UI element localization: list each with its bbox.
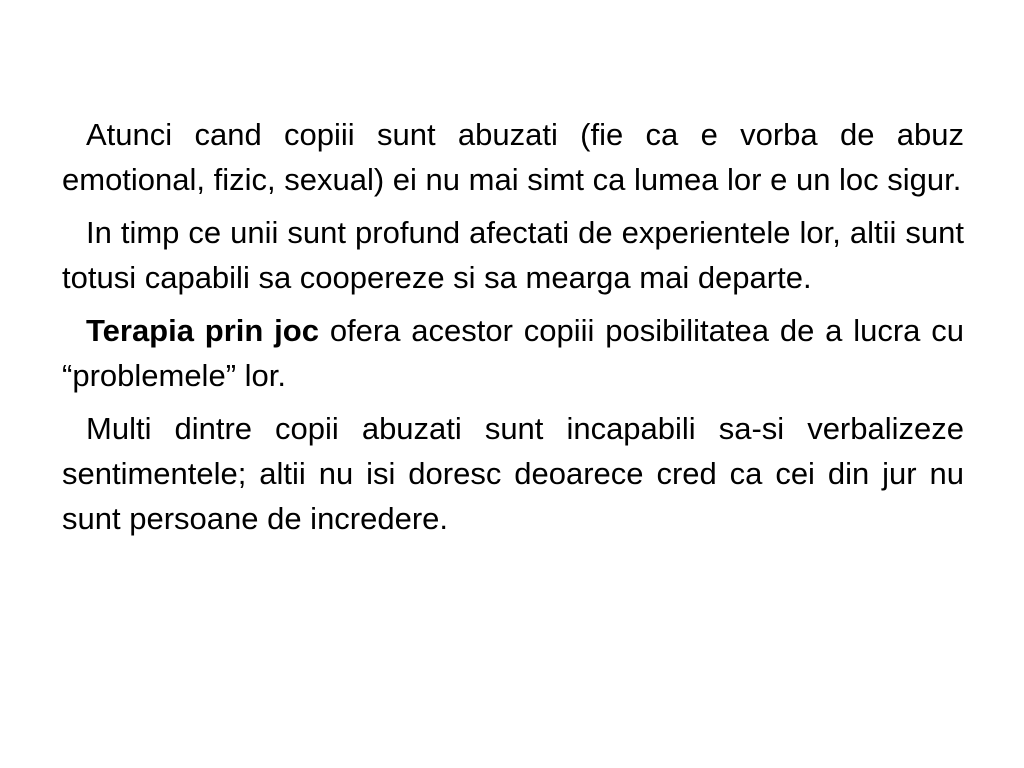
paragraph-text: In timp ce unii sunt profund afectati de experientele lor, altii sunt totusi capabili sa coopereze si sa mearga mai departe.: [62, 215, 964, 295]
paragraph-abuse-safety: [62, 112, 964, 202]
paragraph-verbalize: [62, 406, 964, 541]
paragraph-text: Multi dintre copii abuzati sunt incapabili sa-si verbalizeze sentimentele; altii nu isi doresc deoarece cred ca cei din jur nu sunt persoane de incredere.: [62, 411, 964, 536]
paragraph-play-therapy: [62, 308, 964, 398]
play-therapy-term: Terapia prin joc: [86, 313, 319, 348]
paragraph-text: Atunci cand copiii sunt abuzati (fie ca e vorba de abuz emotional, fizic, sexual) ei nu mai simt ca lumea lor e un loc sigur.: [62, 117, 964, 197]
paragraph-text: ofera acestor copiii posibilitatea de a lucra cu “problemele” lor.: [62, 313, 964, 393]
paragraph-coping: [62, 210, 964, 300]
slide-body-text: [62, 112, 964, 549]
